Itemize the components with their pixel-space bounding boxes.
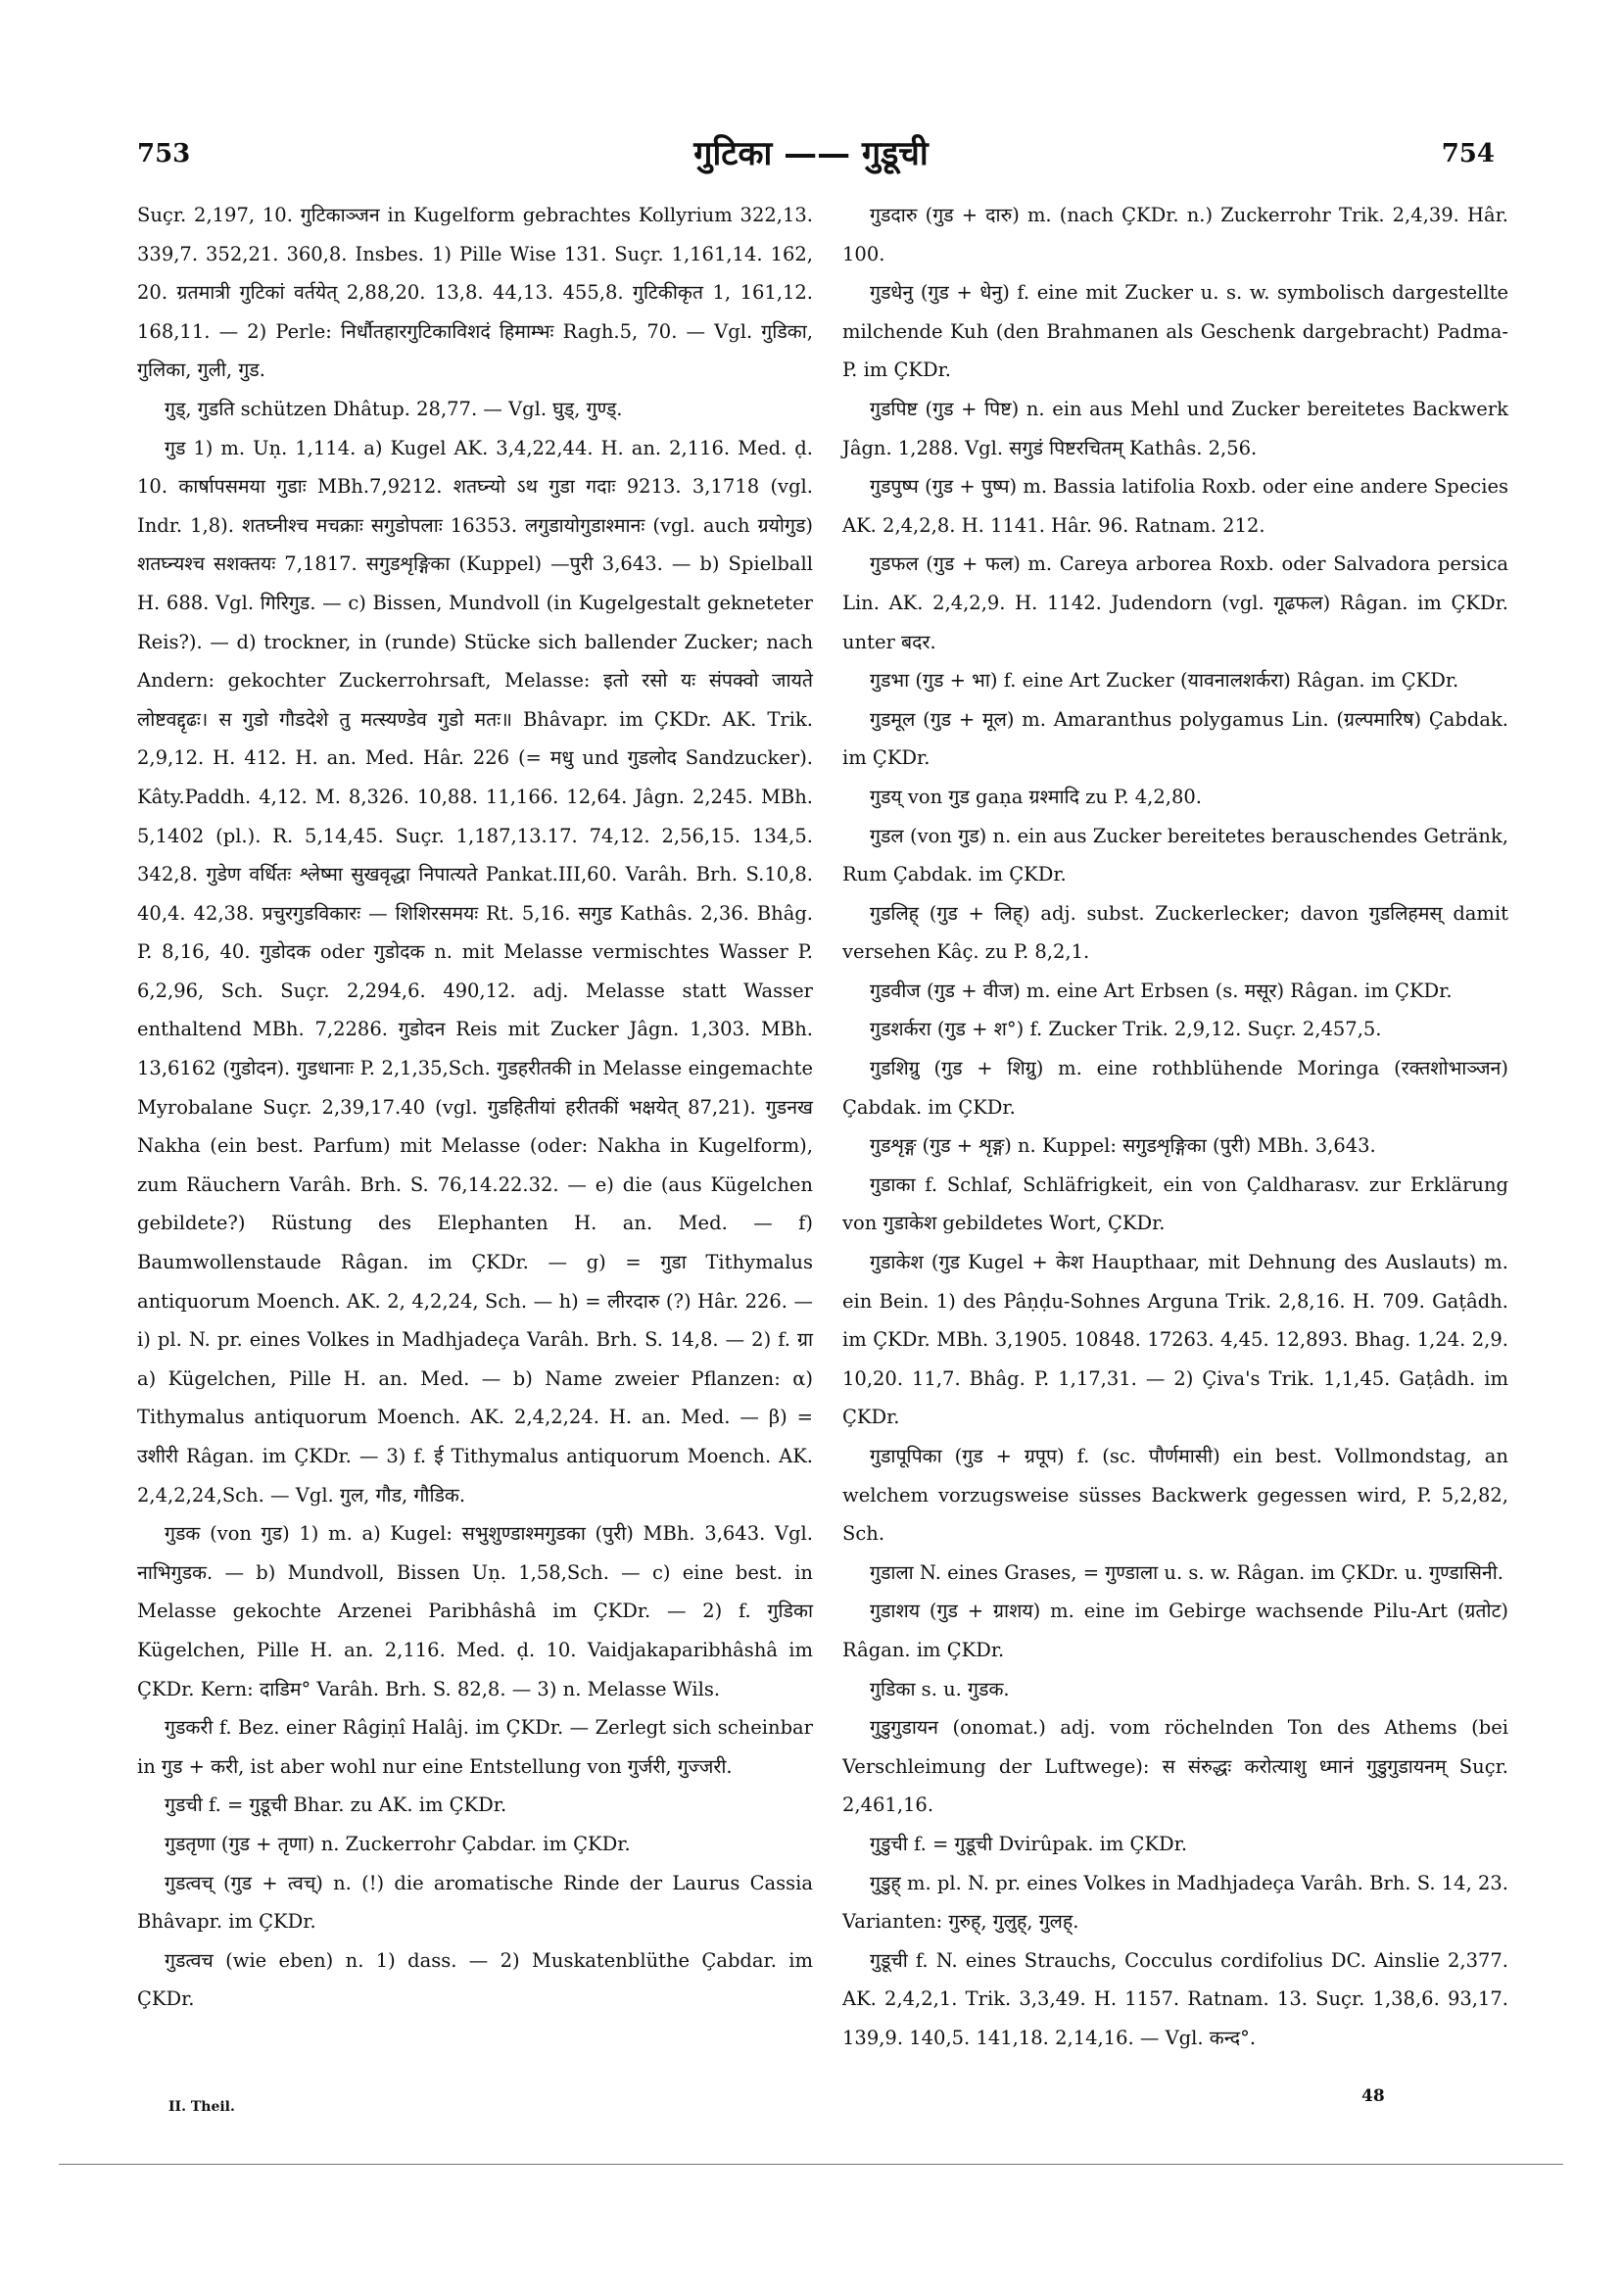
dictionary-entry: गुडाका f. Schlaf, Schläfrigkeit, ein von Çaldharasv. zur Erklärung von गुडाकेश gebildetes Wort, ÇKDr.	[842, 1172, 1508, 1235]
dictionary-entry: गुडय् von गुड gaṇa ग्रश्मादि zu P. 4,2,80.	[870, 785, 1202, 808]
dictionary-entry: गुडची f. = गुडूची Bhar. zu AK. im ÇKDr.	[165, 1794, 507, 1817]
dictionary-entry: गुडक (von गुड) 1) m. a) Kugel: सभुशुण्डाश्मगुडका (पुरी) MBh. 3,643. Vgl. नाभिगुडक. — b) Mundvoll, Bissen Uṇ. 1,58,Sch. — c) eine best. in Melasse gekochte Arzenei Paribhâshâ im ÇKDr. — 2) f. गुडिका Kügelchen, Pille H. an. 2,116. Med. ḍ. 10. Vaidjakaparibhâshâ im ÇKDr. Kern: दाडिम° Varâh. Brh. S. 82,8. — 3) n. Melasse Wils.	[137, 1522, 813, 1700]
dictionary-entry: गुडत्वच (wie eben) n. 1) dass. — 2) Muskatenblüthe Çabdar. im ÇKDr.	[137, 1948, 813, 2011]
dictionary-entry: गुडकरी f. Bez. einer Râgiṇî Halâj. im ÇKDr. — Zerlegt sich scheinbar in गुड + करी, ist aber wohl nur eine Entstellung von गुर्जरी, गुज्जरी.	[137, 1716, 813, 1778]
dictionary-entry: गुडपिष्ट (गुड + पिष्ट) n. ein aus Mehl und Zucker bereitetes Backwerk Jâgn. 1,288. Vgl. सगुडं पिष्टरचितम् Kathâs. 2,56.	[842, 397, 1508, 459]
dictionary-entry: गुडुह् m. pl. N. pr. eines Volkes in Madhjadeça Varâh. Brh. S. 14, 23. Varianten: गुरुह्, गुलुह्, गुलह्.	[842, 1871, 1508, 1934]
dictionary-entry: गुडुगुडायन (onomat.) adj. vom röchelnden Ton des Athems (bei Verschleimung der Luftwege): स संरुद्धः करोत्याशु ध्मानं गुडुगुडायनम् Suçr. 2,461,16.	[842, 1716, 1508, 1817]
dictionary-entry: गुडपुष्प (गुड + पुष्प) m. Bassia latifolia Roxb. oder eine andere Species AK. 2,4,2,8. H. 1141. Hâr. 96. Ratnam. 212.	[842, 475, 1508, 537]
dictionary-entry: गुडिका s. u. गुडक.	[870, 1677, 1010, 1700]
dictionary-entry: गुडशर्करा (गुड + श°) f. Zucker Trik. 2,9,12. Suçr. 2,457,5.	[870, 1018, 1382, 1041]
dictionary-entry: गुडुची f. = गुडूची Dvirûpak. im ÇKDr.	[870, 1832, 1188, 1855]
dictionary-entry: गुडापूपिका (गुड + ग्रपूप) f. (sc. पौर्णमासी) ein best. Vollmondstag, an welchem vorzugsweise süsses Backwerk gegessen wird, P. 5,2,82, Sch.	[842, 1445, 1508, 1546]
page-number-left: 753	[137, 139, 191, 168]
dictionary-entry: गुडाकेश (गुड Kugel + केश Haupthaar, mit Dehnung des Auslauts) m. ein Bein. 1) des Pâṇḍu-Sohnes Arguna Trik. 2,8,16. H. 709. Gaṭâdh. im ÇKDr. MBh. 3,1905. 10848. 17263. 4,45. 12,893. Bhag. 1,24. 2,9. 10,20. 11,7. Bhâg. P. 1,17,31. — 2) Çiva's Trik. 1,1,45. Gaṭâdh. im ÇKDr.	[842, 1251, 1508, 1429]
sheet-number: 48	[1361, 2086, 1385, 2106]
dictionary-entry: गुडाशय (गुड + ग्राशय) m. eine im Gebirge wachsende Pilu-Art (ग्रतोट) Râgan. im ÇKDr.	[842, 1600, 1508, 1661]
dictionary-entry: गुडाला N. eines Grases, = गुण्डाला u. s. w. Râgan. im ÇKDr. u. गुण्डासिनी.	[870, 1560, 1503, 1584]
bottom-rule	[59, 2164, 1563, 2165]
dictionary-entry: गुड 1) m. Uṇ. 1,114. a) Kugel AK. 3,4,22,44. H. an. 2,116. Med. ḍ. 10. कार्षापसमया गुडाः MBh.7,9212. शतघ्न्यो ऽथ गुडा गदाः 9213. 3,1718 (vgl. Indr. 1,8). शतघ्नीश्च मचक्राः सगुडोपलाः 16353. लगुडायोगुडाश्मानः (vgl. auch ग्रयोगुड) शतघ्न्यश्च सशक्तयः 7,1817. सगुडशृङ्गिका (Kuppel) —पुरी 3,643. — b) Spielball H. 688. Vgl. गिरिगुड. — c) Bissen, Mundvoll (in Kugelgestalt gekneteter Reis?). — d) trockner, in (runde) Stücke sich ballender Zucker; nach Andern: gekochter Zuckerrohrsaft, Melasse: इतो रसो यः संपक्वो जायते लोष्टवद्दृढः। स गुडो गौडदेशे तु मत्स्यण्डेव गुडो मतः॥ Bhâvapr. im ÇKDr. AK. Trik. 2,9,12. H. 412. H. an. Med. Hâr. 226 (= मधु und गुडलोद Sandzucker). Kâty.Paddh. 4,12. M. 8,326. 10,88. 11,166. 12,64. Jâgn. 2,245. MBh. 5,1402 (pl.). R. 5,14,45. Suçr. 1,187,13.17. 74,12. 2,56,15. 134,5. 342,8. गुडेण वर्धितः श्लेष्मा सुखवृद्धा निपात्यते Pankat.III,60. Varâh. Brh. S.10,8. 40,4. 42,38. प्रचुरगुडविकारः — शिशिरसमयः Rt. 5,16. सगुड Kathâs. 2,36. Bhâg. P. 8,16, 40. गुडोदक oder गुडोदक n. mit Melasse vermischtes Wasser P. 6,2,96, Sch. Suçr. 2,294,6. 490,12. adj. Melasse statt Wasser enthaltend MBh. 7,2286. गुडोदन Reis mit Zucker Jâgn. 1,303. MBh. 13,6162 (गुडोदन). गुडधानाः P. 2,1,35,Sch. गुडहरीतकी in Melasse eingemachte Myrobalane Suçr. 2,39,17.40 (vgl. गुडहितीयां हरीतकीं भक्षयेत् 87,21). गुडनख Nakha (ein best. Parfum) mit Melasse (oder: Nakha in Kugelform), zum Räuchern Varâh. Brh. S. 76,14.22.32. — e) die (aus Kügelchen gebildete?) Rüstung des Elephanten H. an. Med. — f) Baumwollenstaude Râgan. im ÇKDr. — g) = गुडा Tithymalus antiquorum Moench. AK. 2, 4,2,24, Sch. — h) = लीरदारु (?) Hâr. 226. — i) pl. N. pr. eines Volkes in Madhjadeça Varâh. Brh. S. 14,8. — 2) f. ग्रा a) Kügelchen, Pille H. an. Med. — b) Name zweier Pflanzen: α) Tithymalus antiquorum Moench. AK. 2,4,2,24. H. an. Med. — β) = उशीरी Râgan. im ÇKDr. — 3) f. ई Tithymalus antiquorum Moench. AK. 2,4,2,24,Sch. — Vgl. गुल, गौड, गौडिक.	[137, 436, 813, 1507]
dictionary-entry: गुडलिह् (गुड + लिह्) adj. subst. Zuckerlecker; davon गुडलिहमस् damit versehen Kâç. zu P. 8,2,1.	[842, 901, 1508, 964]
dictionary-entry: गुडवीज (गुड + वीज) m. eine Art Erbsen (s. मसूर) Râgan. im ÇKDr.	[870, 979, 1453, 1002]
dictionary-entry: गुडदारु (गुड + दारु) m. (nach ÇKDr. n.) Zuckerrohr Trik. 2,4,39. Hâr. 100.	[842, 204, 1508, 265]
dictionary-entry: गुडधेनु (गुड + धेनु) f. eine mit Zucker u. s. w. symbolisch dargestellte milchende Kuh (den Brahmanen als Geschenk dargebracht) Padma-P. im ÇKDr.	[842, 281, 1508, 382]
dictionary-entry: गुडमूल (गुड + मूल) m. Amaranthus polygamus Lin. (ग्रल्पमारिष) Çabdak. im ÇKDr.	[842, 707, 1508, 770]
dictionary-entry: गुडफल (गुड + फल) m. Careya arborea Roxb. oder Salvadora persica Lin. AK. 2,4,2,9. H. 1142. Judendorn (vgl. गूढफल) Râgan. im ÇKDr. unter बदर.	[842, 552, 1508, 653]
dictionary-entry: गुडशृङ्ग (गुड + शृङ्ग) n. Kuppel: सगुडशृङ्गिका (पुरी) MBh. 3,643.	[870, 1134, 1376, 1158]
dictionary-entry: गुड्, गुडति schützen Dhâtup. 28,77. — Vgl. घुड्, गुण्ड्.	[165, 397, 623, 420]
page-number-right: 754	[1441, 139, 1495, 168]
left-column	[137, 196, 813, 2019]
dictionary-entry: गुडभा (गुड + भा) f. eine Art Zucker (यावनालशर्करा) Râgan. im ÇKDr.	[870, 669, 1459, 693]
running-head: गुटिका —— गुडूची	[693, 134, 929, 173]
dictionary-entry: गुडशिग्रु (गुड + शिग्रु) m. eine rothblühende Moringa (रक्तशोभाञ्जन) Çabdak. im ÇKDr.	[842, 1057, 1508, 1119]
dictionary-entry: गुडत्वच् (गुड + त्वच्) n. (!) die aromatische Rinde der Laurus Cassia Bhâvapr. im ÇKDr.	[137, 1871, 813, 1934]
dictionary-entry: गुडूची f. N. eines Strauchs, Cocculus cordifolius DC. Ainslie 2,377. AK. 2,4,2,1. Trik. 3,3,49. H. 1157. Ratnam. 13. Suçr. 1,38,6. 93,17. 139,9. 140,5. 141,18. 2,14,16. — Vgl. कन्द°.	[842, 1948, 1508, 2049]
dictionary-entry: गुडतृणा (गुड + तृणा) n. Zuckerrohr Çabdar. im ÇKDr.	[165, 1832, 631, 1855]
volume-signature: II. Theil.	[168, 2099, 235, 2115]
dictionary-entry: गुडल (von गुड) n. ein aus Zucker bereitetes berauschendes Getränk, Rum Çabdak. im ÇKDr.	[842, 824, 1508, 886]
entry-continuation: Suçr. 2,197, 10. गुटिकाञ्जन in Kugelform gebrachtes Kollyrium 322,13. 339,7. 352,21. 360,8. Insbes. 1) Pille Wise 131. Suçr. 1,161,14. 162, 20. ग्रतमात्री गुटिकां वर्तयेत् 2,88,20. 13,8. 44,13. 455,8. गुटिकीकृत 1, 161,12. 168,11. — 2) Perle: निर्धौतहारगुटिकाविशदं हिमाम्भः Ragh.5, 70. — Vgl. गुडिका, गुलिका, गुली, गुड.	[137, 204, 813, 382]
right-column	[842, 196, 1508, 2058]
